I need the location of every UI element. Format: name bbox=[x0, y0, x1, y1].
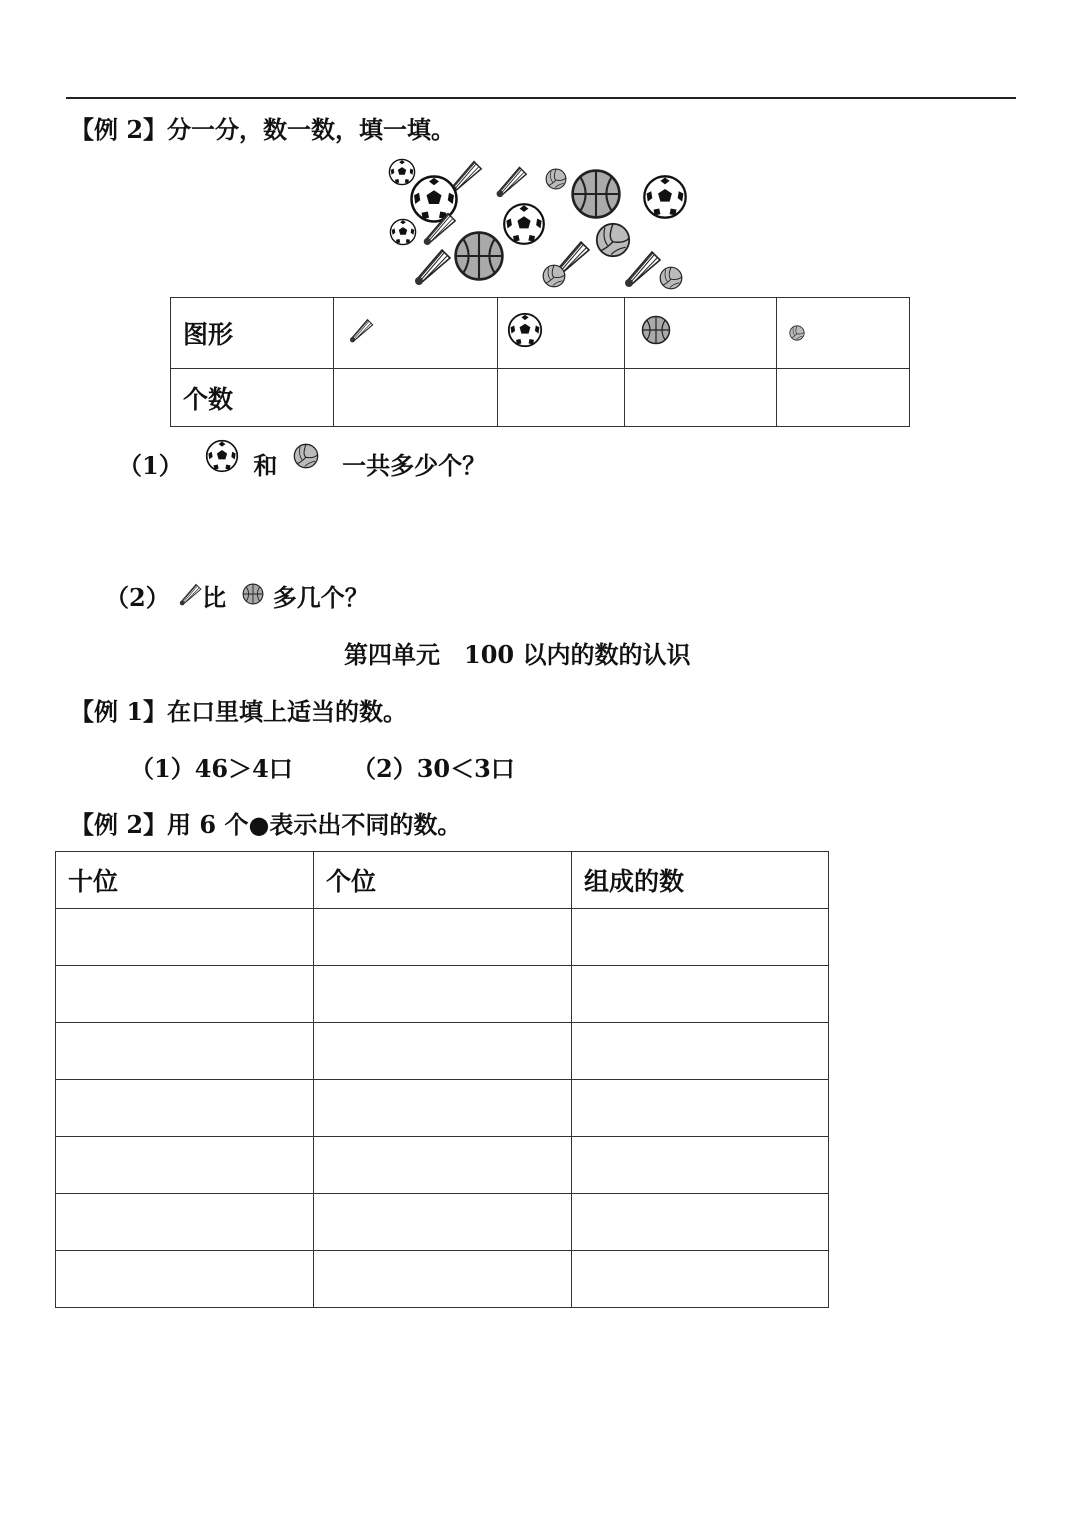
ones-cell[interactable] bbox=[314, 1023, 572, 1080]
tens-cell[interactable] bbox=[56, 1023, 314, 1080]
header-number: 组成的数 bbox=[572, 852, 829, 909]
table-row bbox=[56, 1080, 829, 1137]
soccer-ball-icon bbox=[504, 204, 544, 244]
example1-title: 【例 1】在口里填上适当的数。 bbox=[70, 697, 408, 726]
count-cell-soccer[interactable] bbox=[498, 369, 625, 427]
tens-cell[interactable] bbox=[56, 966, 314, 1023]
soccer-ball-icon bbox=[205, 439, 239, 473]
header-ones: 个位 bbox=[314, 852, 572, 909]
ones-cell[interactable] bbox=[314, 1251, 572, 1308]
count-row-label: 个数 bbox=[171, 369, 334, 427]
soccer-ball-icon bbox=[644, 176, 685, 217]
number-cell[interactable] bbox=[572, 1023, 829, 1080]
tens-cell[interactable] bbox=[56, 909, 314, 966]
question-1 bbox=[118, 446, 486, 485]
shape-row-label: 图形 bbox=[171, 298, 334, 369]
header-tens: 十位 bbox=[56, 852, 314, 909]
count-cell-basketball[interactable] bbox=[625, 369, 777, 427]
tens-cell[interactable] bbox=[56, 1080, 314, 1137]
question-1-text: 一共多少个？ bbox=[342, 451, 487, 480]
question-1-number: （1） bbox=[118, 451, 183, 480]
volleyball-icon bbox=[546, 169, 566, 189]
example1-part2: （2）30＜3口 bbox=[352, 754, 515, 783]
ones-cell[interactable] bbox=[314, 966, 572, 1023]
tens-cell[interactable] bbox=[56, 1194, 314, 1251]
place-value-table bbox=[55, 851, 829, 1308]
number-cell[interactable] bbox=[572, 1137, 829, 1194]
balls-cluster-illustration bbox=[385, 152, 695, 292]
example2-title: 【例 2】分一分，数一数，填一填。 bbox=[70, 115, 456, 144]
badminton-shuttlecock-icon bbox=[178, 581, 202, 607]
table-header-row bbox=[56, 852, 829, 909]
soccer-ball-icon bbox=[507, 312, 543, 348]
volleyball-icon bbox=[789, 324, 805, 342]
table-row bbox=[56, 1137, 829, 1194]
soccer-ball-icon bbox=[389, 159, 414, 184]
example1-part1: （1）46＞4口 bbox=[130, 754, 293, 783]
top-divider bbox=[66, 97, 1016, 99]
unit-title: 第四单元 100 以内的数的认识 bbox=[344, 640, 691, 669]
badminton-shuttlecock-icon bbox=[497, 167, 527, 197]
soccer-ball-icon bbox=[390, 219, 415, 244]
tally-table bbox=[170, 297, 910, 427]
volleyball-icon bbox=[290, 443, 322, 469]
question-2-text: 多几个？ bbox=[272, 583, 369, 612]
table-row bbox=[56, 1194, 829, 1251]
table-row bbox=[171, 369, 910, 427]
volleyball-icon bbox=[543, 265, 565, 287]
count-cell-shuttlecock[interactable] bbox=[334, 369, 498, 427]
table-row bbox=[171, 298, 910, 369]
ones-cell[interactable] bbox=[314, 1080, 572, 1137]
basketball-icon bbox=[242, 583, 264, 605]
ones-cell[interactable] bbox=[314, 909, 572, 966]
badminton-shuttlecock-icon bbox=[348, 313, 374, 347]
number-cell[interactable] bbox=[572, 1194, 829, 1251]
number-cell[interactable] bbox=[572, 966, 829, 1023]
example2b-title: 【例 2】用 6 个●表示出不同的数。 bbox=[70, 810, 462, 839]
basketball-icon bbox=[641, 315, 671, 345]
basketball-icon bbox=[573, 171, 620, 218]
tens-cell[interactable] bbox=[56, 1251, 314, 1308]
tens-cell[interactable] bbox=[56, 1137, 314, 1194]
table-row bbox=[56, 1251, 829, 1308]
badminton-shuttlecock-icon bbox=[625, 252, 660, 287]
number-cell[interactable] bbox=[572, 909, 829, 966]
volleyball-icon bbox=[660, 267, 682, 289]
volleyball-icon bbox=[597, 224, 629, 256]
question-2-number: （2） bbox=[105, 583, 170, 612]
shape-cell-shuttlecock bbox=[334, 298, 498, 369]
question-2-compare: 比 bbox=[202, 583, 227, 612]
shape-cell-soccer bbox=[498, 298, 625, 369]
basketball-icon bbox=[456, 233, 503, 280]
question-2 bbox=[105, 578, 369, 613]
shape-cell-basketball bbox=[625, 298, 777, 369]
count-cell-volleyball[interactable] bbox=[777, 369, 910, 427]
shape-cell-volleyball bbox=[777, 298, 910, 369]
question-1-and: 和 bbox=[253, 451, 278, 480]
ones-cell[interactable] bbox=[314, 1137, 572, 1194]
table-row bbox=[56, 909, 829, 966]
number-cell[interactable] bbox=[572, 1080, 829, 1137]
ones-cell[interactable] bbox=[314, 1194, 572, 1251]
badminton-shuttlecock-icon bbox=[415, 250, 450, 285]
number-cell[interactable] bbox=[572, 1251, 829, 1308]
table-row bbox=[56, 966, 829, 1023]
table-row bbox=[56, 1023, 829, 1080]
